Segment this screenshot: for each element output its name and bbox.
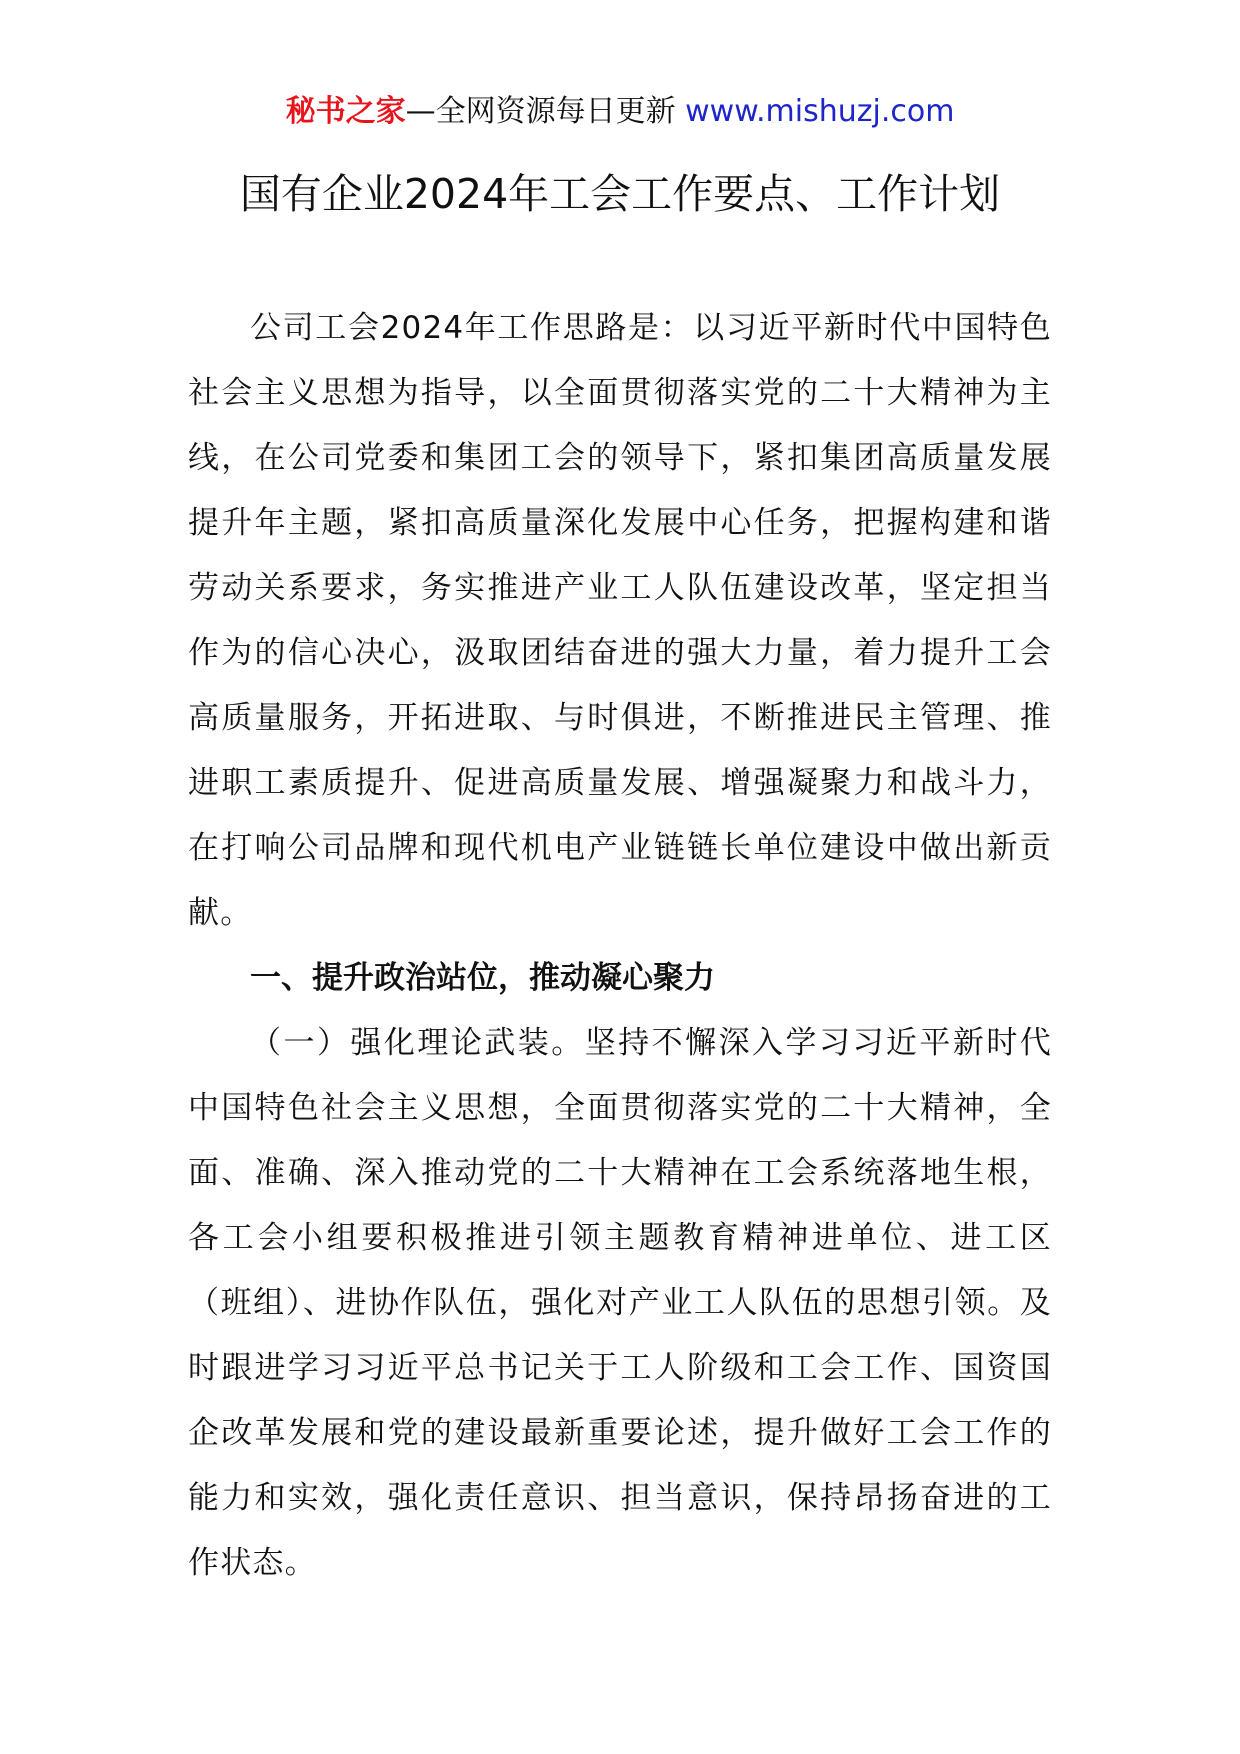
- document-title: 国有企业2024年工会工作要点、工作计划: [239, 170, 1001, 218]
- section-heading-1: 一、提升政治站位，推动凝心聚力: [250, 960, 715, 996]
- site-url-link[interactable]: www.mishuzj.com: [685, 94, 955, 129]
- document-body: [188, 296, 1052, 1596]
- intro-paragraph: 公司工会2024年工作思路是：以习近平新时代中国特色社会主义思想为指导，以全面贯彻落实党的二十大精神为主线，在公司党委和集团工会的领导下，紧扣集团高质量发展提升年主题，紧扣高质量深化发展中心任务，把握构建和谐劳动关系要求，务实推进产业工人队伍建设改革，坚定担当作为的信心决心，汲取团结奋进的强大力量，着力提升工会高质量服务，开拓进取、与时俱进，不断推进民主管理、推进职工素质提升、促进高质量发展、增强凝聚力和战斗力，在打响公司品牌和现代机电产业链链长单位建设中做出新贡献。: [188, 310, 1052, 931]
- banner-tagline: —全网资源每日更新: [405, 94, 686, 129]
- section-1-paragraph-1: （一）强化理论武装。坚持不懈深入学习习近平新时代中国特色社会主义思想，全面贯彻落实党的二十大精神，全面、准确、深入推动党的二十大精神在工会系统落地生根，各工会小组要积极推进引领主题教育精神进单位、进工区（班组）、进协作队伍，强化对产业工人队伍的思想引领。及时跟进学习习近平总书记关于工人阶级和工会工作、国资国企改革发展和党的建设最新重要论述，提升做好工会工作的能力和实效，强化责任意识、担当意识，保持昂扬奋进的工作状态。: [188, 1025, 1052, 1581]
- site-banner: [0, 92, 1240, 132]
- brand-name: 秘书之家: [285, 94, 406, 129]
